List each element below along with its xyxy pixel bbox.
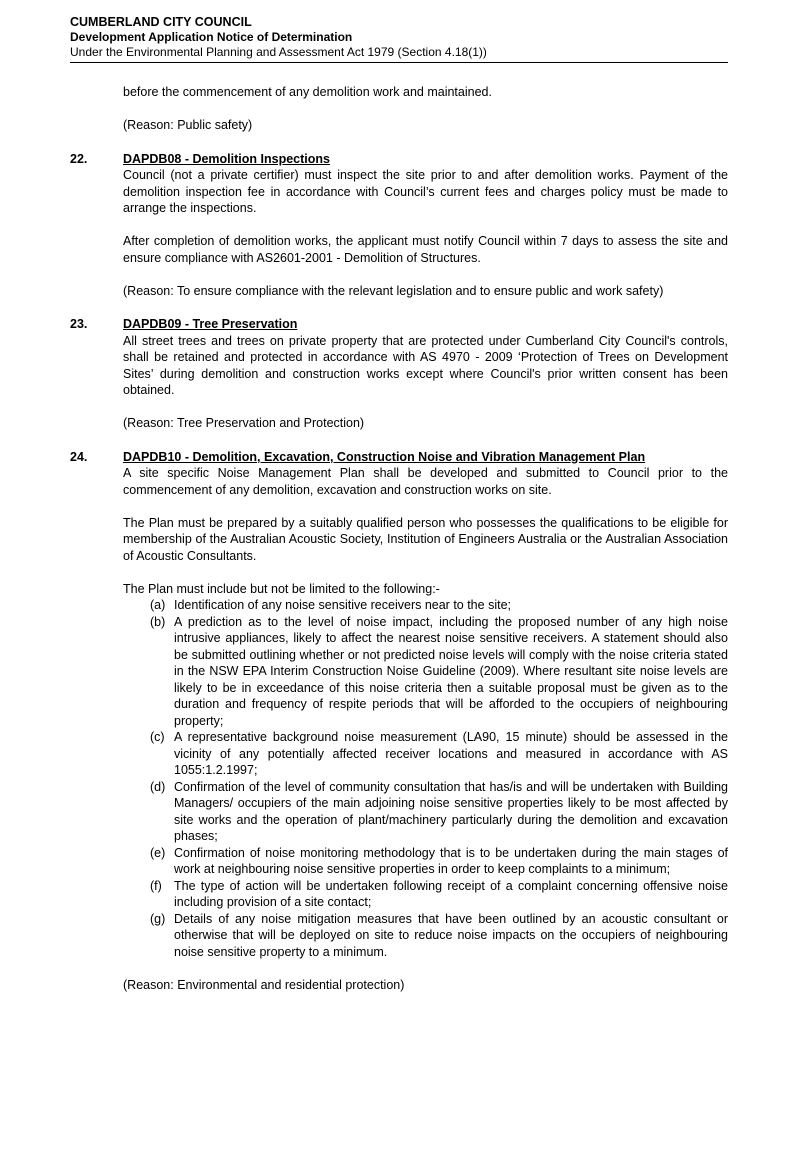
condition-title: DAPDB08 - Demolition Inspections <box>123 151 330 166</box>
list-item-label: (c) <box>150 730 165 744</box>
list-item-text: Confirmation of the level of community consultation that has/is and will be undertaken with Building Managers/ occupiers of the main adjoining noise sensitive properties likely to be most affected by site works and the operation of plant/machinery particularly during the demolition and excavation phases; <box>174 779 728 843</box>
condition-22 <box>70 151 728 300</box>
document-body <box>70 84 728 993</box>
list-item <box>150 729 728 779</box>
requirements-list <box>150 597 728 960</box>
list-item-label: (g) <box>150 911 166 926</box>
condition-paragraph: Council (not a private certifier) must inspect the site prior to and after demolition works. Payment of the demolition inspection fee in accordance with Council’s current fees and charges policy must be made to arrange the inspections. <box>123 168 728 215</box>
list-item-label: (d) <box>150 779 166 794</box>
list-item-text: The type of action will be undertaken following receipt of a complaint concerning offensive noise including provision of a site contact; <box>174 878 728 909</box>
condition-number: 24. <box>70 449 88 464</box>
condition-title: DAPDB10 - Demolition, Excavation, Construction Noise and Vibration Management Plan <box>123 449 646 464</box>
list-item-text: A prediction as to the level of noise impact, including the proposed number of any high noise intrusive appliances, likely to affect the nearest noise sensitive receivers. A statement should also be submitted outlining whether or not predicted noise levels will comply with the noise criteria stated in the NSW EPA Interim Construction Noise Guideline (2009). Where resultant site noise levels are likely to be in exceedance of this noise criteria then a suitable proposal must be given as to the duration and frequency of respite periods that will be afforded to the occupiers of neighbouring property; <box>174 614 728 728</box>
council-name: CUMBERLAND CITY COUNCIL <box>70 15 252 29</box>
list-item-text: Identification of any noise sensitive receivers near to the site; <box>174 598 511 612</box>
header-divider <box>70 62 728 63</box>
condition-number: 22. <box>70 151 88 166</box>
reason-text: (Reason: Public safety) <box>123 118 253 132</box>
condition-paragraph: After completion of demolition works, the applicant must notify Council within 7 days to assess the site and ensure compliance with AS2601-2001 - Demolition of Structures. <box>123 234 728 265</box>
list-item-label: (a) <box>150 598 166 612</box>
list-item <box>150 614 728 730</box>
list-item-label: (b) <box>150 614 166 629</box>
reason-text: (Reason: Tree Preservation and Protection) <box>123 416 365 430</box>
condition-24 <box>70 449 728 994</box>
condition-number: 23. <box>70 317 88 331</box>
condition-paragraph: The Plan must be prepared by a suitably qualified person who possesses the qualifications to be eligible for membership of the Australian Acoustic Society, Institution of Engineers Australia or the Australian Association of Acoustic Consultants. <box>123 515 728 563</box>
list-item <box>150 911 728 961</box>
act-reference: Under the Environmental Planning and Assessment Act 1979 (Section 4.18(1)) <box>70 45 487 59</box>
condition-title: DAPDB09 - Tree Preservation <box>123 317 298 331</box>
condition-23 <box>70 316 728 432</box>
reason-text: (Reason: Environmental and residential protection) <box>123 977 405 992</box>
list-item <box>150 779 728 845</box>
document-title: Development Application Notice of Determination <box>70 30 353 44</box>
list-item-label: (f) <box>150 878 162 893</box>
list-item-label: (e) <box>150 845 166 860</box>
condition-paragraph: A site specific Noise Management Plan shall be developed and submitted to Council prior to the commencement of any demolition, excavation and construction works on site. <box>123 466 728 497</box>
list-item-text: Confirmation of noise monitoring methodology that is to be undertaken during the main stages of work at neighbouring noise sensitive properties in order to keep complaints to a minimum; <box>174 845 728 876</box>
page-header <box>70 15 728 60</box>
continued-text: before the commencement of any demolition work and maintained. <box>123 85 492 99</box>
condition-paragraph: All street trees and trees on private property that are protected under Cumberland City Council's controls, shall be retained and protected in accordance with AS 4970 - 2009 ‘Protection of Trees on Development Sites’ during demolition and construction works except where Council's prior written consent has been obtained. <box>123 333 728 397</box>
reason-text: (Reason: To ensure compliance with the relevant legislation and to ensure public and work safety) <box>123 283 664 298</box>
list-item <box>150 845 728 878</box>
list-item <box>150 597 728 614</box>
list-item <box>150 878 728 911</box>
list-item-text: A representative background noise measurement (LA90, 15 minute) should be assessed in the vicinity of any potentially affected receiver locations and measured in accordance with AS 1055:1.2.1997; <box>174 730 728 777</box>
list-intro: The Plan must include but not be limited to the following:- <box>123 581 440 596</box>
list-item-text: Details of any noise mitigation measures that have been outlined by an acoustic consultant or otherwise that will be deployed on site to reduce noise impacts on the occupiers of neighbouring noise sensitive property to a minimum. <box>174 911 728 959</box>
